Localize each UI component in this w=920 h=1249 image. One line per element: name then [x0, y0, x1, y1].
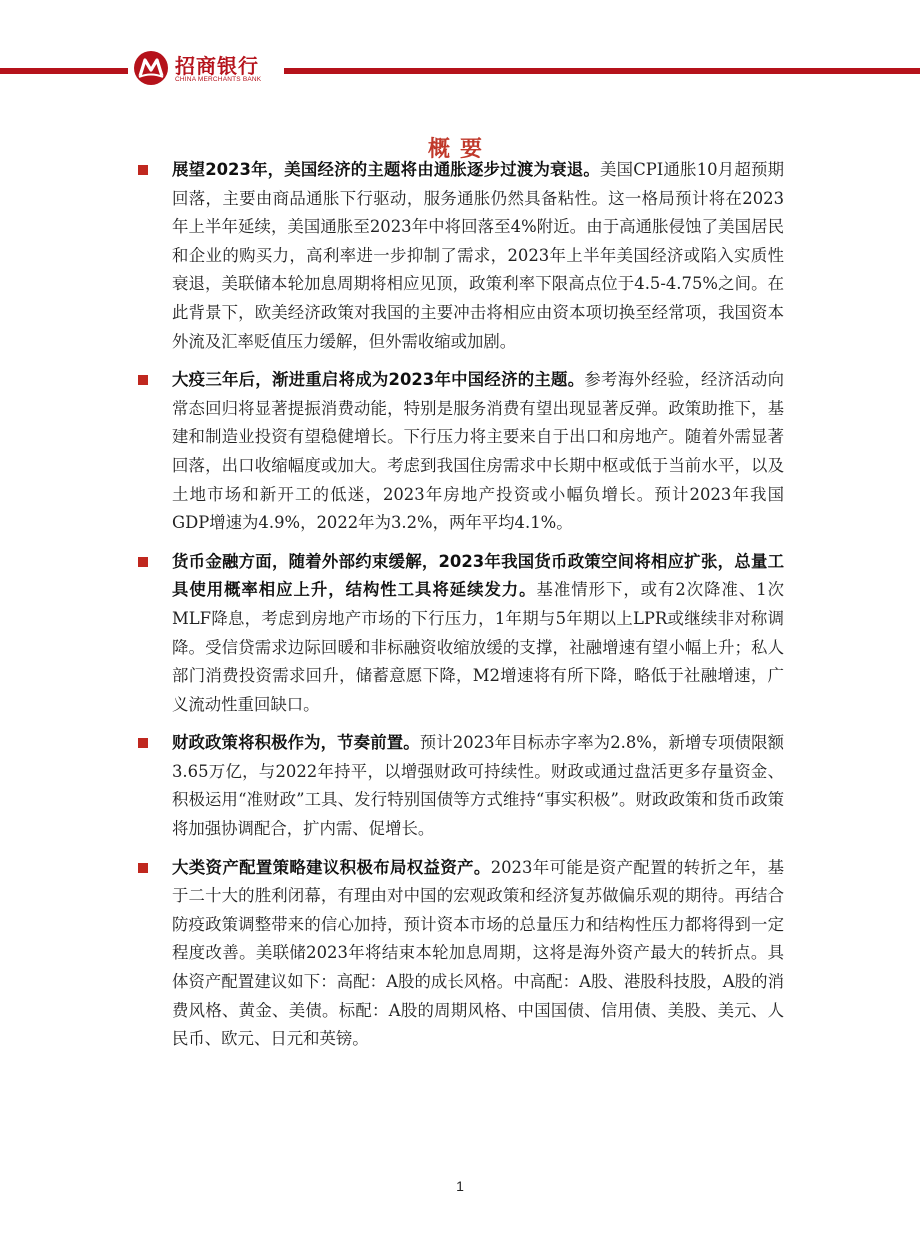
summary-item-monetary-policy — [136, 548, 784, 720]
paragraph-body: 参考海外经验，经济活动向常态回归将显著提振消费动能，特别是服务消费有望出现显著反弹。政策助推下，基建和制造业投资有望稳健增长。下行压力将主要来自于出口和房地产。随着外需显著回落，出口收缩幅度或加大。考虑到我国住房需求中长期中枢或低于当前水平，以及土地市场和新开工的低迷，2023年房地产投资或小幅负增长。预计2023年我国GDP增速为4.9%，2022年为3.2%，两年平均4.1%。 — [172, 370, 785, 533]
square-bullet-icon — [138, 738, 148, 748]
summary-item-asset-allocation — [136, 854, 784, 1054]
paragraph-body: 基准情形下，或有2次降准、1次MLF降息，考虑到房地产市场的下行压力，1年期与5年期以上LPR或继续非对称调降。受信贷需求边际回暖和非标融资收缩放缓的支撑，社融增速有望小幅上升；私人部门消费投资需求回升，储蓄意愿下降，M2增速将有所下降，略低于社融增速，广义流动性重回缺口。 — [172, 580, 785, 714]
paragraph-body: 预计2023年目标赤字率为2.8%，新增专项债限额3.65万亿，与2022年持平，以增强财政可持续性。财政或通过盘活更多存量资金、积极运用“准财政”工具、发行特别国债等方式维持“事实积极”。财政政策和货币政策将加强协调配合，扩内需、促增长。 — [172, 733, 785, 839]
square-bullet-icon — [138, 375, 148, 385]
paragraph-lead: 货币金融方面，随着外部约束缓解，2023年我国货币政策空间将相应扩张，总量工具使用概率相应上升，结构性工具将延续发力。 — [172, 551, 784, 600]
cmb-logo-icon — [133, 50, 169, 86]
summary-content — [136, 156, 784, 1054]
square-bullet-icon — [138, 165, 148, 175]
square-bullet-icon — [138, 557, 148, 567]
header-rule-left — [0, 68, 128, 74]
paragraph-body: 美国CPI通胀10月超预期回落，主要由商品通胀下行驱动，服务通胀仍然具备粘性。这一格局预计将在2023年上半年延续，美国通胀至2023年中将回落至4%附近。由于高通胀侵蚀了美国居民和企业的购买力，高利率进一步抑制了需求，2023年上半年美国经济或陷入实质性衰退，美联储本轮加息周期将相应见顶，政策利率下限高点位于4.5-4.75%之间。在此背景下，欧美经济政策对我国的主要冲击将相应由资本项切换至经常项，我国资本外流及汇率贬值压力缓解，但外需收缩或加剧。 — [172, 160, 785, 351]
brand-name-en: CHINA MERCHANTS BANK — [175, 76, 262, 83]
summary-paragraph — [172, 854, 784, 1054]
summary-paragraph — [172, 729, 784, 843]
paragraph-lead: 大类资产配置策略建议积极布局权益资产。 — [172, 857, 491, 877]
summary-paragraph — [172, 366, 784, 538]
summary-paragraph — [172, 548, 784, 720]
summary-item-fiscal-policy — [136, 729, 784, 843]
page-title: 概要 — [427, 137, 492, 162]
paragraph-lead: 展望2023年，美国经济的主题将由通胀逐步过渡为衰退。 — [172, 160, 600, 179]
summary-item-us-outlook — [136, 156, 784, 356]
paragraph-lead: 大疫三年后，渐进重启将成为2023年中国经济的主题。 — [172, 370, 585, 390]
summary-item-china-reopening — [136, 366, 784, 538]
header-rule-right — [284, 68, 920, 74]
paragraph-body: 2023年可能是资产配置的转折之年，基于二十大的胜利闭幕，有理由对中国的宏观政策和经济复苏做偏乐观的期待。再结合防疫政策调整带来的信心加持，预计资本市场的总量压力和结构性压力都将得到一定程度改善。美联储2023年将结束本轮加息周期，这将是海外资产最大的转折点。具体资产配置建议如下：高配：A股的成长风格。中高配：A股、港股科技股，A股的消费风格、黄金、美债。标配：A股的周期风格、中国国债、信用债、美股、美元、人民币、欧元、日元和英镑。 — [172, 857, 784, 1049]
brand-name-cn: 招商银行 — [175, 54, 259, 78]
paragraph-lead: 财政政策将积极作为，节奏前置。 — [172, 733, 420, 753]
page-number: 1 — [456, 1178, 464, 1194]
page-header — [0, 46, 920, 92]
square-bullet-icon — [138, 863, 148, 873]
summary-paragraph — [172, 156, 784, 356]
